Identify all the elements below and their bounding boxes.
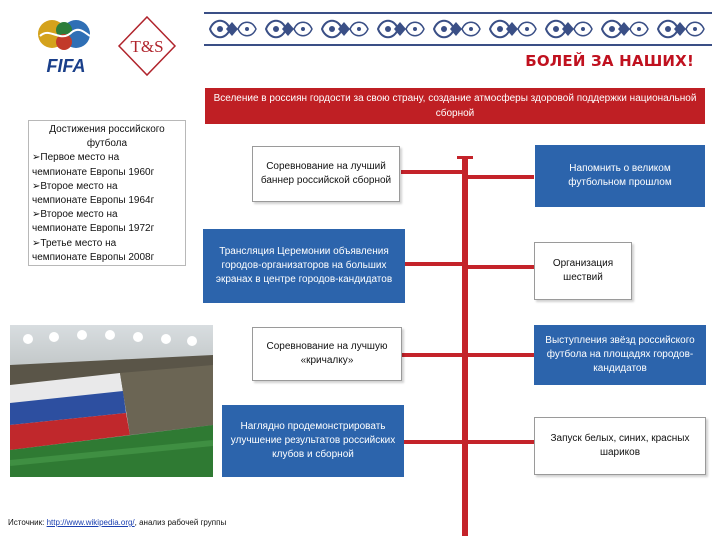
connector-arrow xyxy=(405,262,463,266)
achievements-title: Достижения российского футбола xyxy=(49,124,165,150)
initiative-box: Трансляция Церемонии объявления городов-организаторов на больших экранах в центре городов-кандидатов xyxy=(203,229,405,303)
achievements-box xyxy=(28,120,186,266)
achievement-item: ➢Третье место на чемпионате Европы 2008г xyxy=(32,237,155,263)
axis-cap xyxy=(457,156,473,159)
connector-arrow xyxy=(468,353,534,357)
initiative-box: Запуск белых, синих, красных шариков xyxy=(534,417,706,475)
arrow-bullet-icon: ➢ xyxy=(32,180,41,192)
ts-logo xyxy=(117,15,177,77)
headline: БОЛЕЙ ЗА НАШИХ! xyxy=(525,52,694,70)
source-link[interactable]: http://www.wikipedia.org/ xyxy=(46,518,135,527)
connector-arrow xyxy=(404,440,463,444)
central-axis xyxy=(462,156,468,536)
ornament-band xyxy=(204,12,712,46)
ts-logo-text: T&S xyxy=(130,37,164,56)
arrow-bullet-icon: ➢ xyxy=(32,237,41,249)
arrow-bullet-icon: ➢ xyxy=(32,209,41,221)
connector-arrow xyxy=(468,175,534,179)
initiative-box: Соревнование на лучший баннер российской сборной xyxy=(252,146,400,202)
connector-arrow xyxy=(402,353,463,357)
connector-arrow xyxy=(468,440,534,444)
source-note: Источник: http://www.wikipedia.org/, анализ рабочей группы xyxy=(8,518,227,527)
arrow-bullet-icon: ➢ xyxy=(32,152,41,164)
stadium-photo xyxy=(10,325,213,477)
goal-banner: Вселение в россиян гордости за свою страну, создание атмосферы здоровой поддержки национальной сборной xyxy=(205,88,705,124)
initiative-box: Выступления звёзд российского футбола на площадях городов-кандидатов xyxy=(534,325,706,385)
achievement-item: ➢Второе место на чемпионате Европы 1972г xyxy=(32,209,155,235)
initiative-box: Наглядно продемонстрировать улучшение результатов российских клубов и сборной xyxy=(222,405,404,477)
initiative-box: Организация шествий xyxy=(534,242,632,300)
initiative-box: Соревнование на лучшую «кричалку» xyxy=(252,327,402,381)
achievement-item: ➢Первое место на чемпионате Европы 1960г xyxy=(32,152,155,178)
connector-arrow xyxy=(468,265,534,269)
achievement-item: ➢Второе место на чемпионате Европы 1964г xyxy=(32,180,155,207)
connector-arrow xyxy=(401,170,463,174)
fifa-logo-text: FIFA xyxy=(46,56,86,76)
fifa-logo xyxy=(30,14,102,76)
initiative-box: Напомнить о великом футбольном прошлом xyxy=(535,145,705,207)
